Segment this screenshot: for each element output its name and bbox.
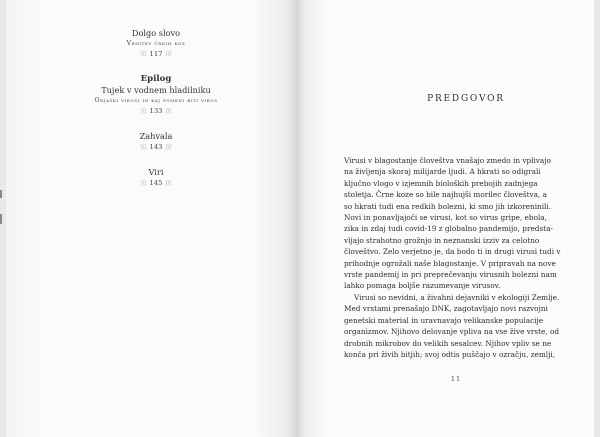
toc-subtitle: Orjaški virusi in kaj pomeni biti virus [94, 97, 218, 104]
toc-entry [76, 85, 236, 117]
text-line: ključno vlogo v izjemnih bioloških prebojih zadnjega [344, 178, 538, 188]
text-line: konča pri živih bitjih; svoj odtis puščajo v ozračju, zemlji, [344, 349, 556, 359]
toc-ornament: /// [165, 180, 172, 187]
toc-entry [76, 74, 236, 85]
toc-page-line [76, 49, 236, 60]
toc-ornament: \\\ [140, 144, 147, 151]
text-line: lahko pomaga boljše razumevanje virusov. [344, 281, 501, 291]
toc-subtitle: Vrnitev črnih koz [126, 40, 186, 47]
page-edge-mark [0, 214, 2, 224]
toc-title: Zahvala [139, 131, 173, 141]
toc-ornament: /// [165, 51, 172, 58]
left-page [6, 0, 296, 437]
toc-ornament: \\\ [140, 180, 147, 187]
text-line: stoletja. Črne koze so bile najhujši morilec človeštva, a [344, 190, 548, 200]
text-line: Virusi v blagostanje človeštva vnašajo zmedo in vplivajo [344, 156, 551, 165]
body-text [344, 155, 576, 360]
toc-page-number: 133 [149, 107, 163, 115]
text-line: Virusi so nevidni, a živahni dejavniki v ekologiji Zemlje. [354, 292, 560, 302]
toc-page-number: 117 [149, 50, 163, 58]
text-line: organizmov. Njihovo delovanje vpliva na vse žive vrste, od [344, 327, 560, 337]
text-line: vljajo strahotno grožnjo in neznanski izziv za celotno [344, 235, 540, 245]
toc-entry [76, 167, 236, 189]
text-line: na življenja skoraj milijarde ljudi. A hkrati so odigrali [344, 167, 541, 177]
toc-ornament: \\\ [140, 108, 147, 115]
chapter-heading: PREDGOVOR [427, 94, 505, 104]
text-line: genetski material in uravnavajo velikanske populacije [344, 315, 544, 325]
toc-page-line [76, 178, 236, 189]
toc-title: Viri [148, 167, 164, 177]
toc-page-number: 145 [149, 179, 163, 187]
toc-ornament: \\\ [140, 51, 147, 58]
toc-page-line [76, 142, 236, 153]
toc-ornament: /// [165, 144, 172, 151]
page-number: 11 [450, 375, 462, 383]
toc-entry [76, 28, 236, 60]
text-line: drobnih mikrobov do velikih sesalcev. Njihov vpliv se ne [344, 338, 552, 348]
toc-title: Dolgo slovo [131, 28, 181, 38]
toc-title: Epilog [140, 74, 172, 84]
toc-page-number: 143 [149, 143, 163, 151]
toc-entry [76, 131, 236, 153]
text-line: vrste pandemij in pri preprečevanju virusnih bolezni nam [344, 270, 557, 280]
table-of-contents [76, 28, 236, 203]
text-line: zika in zdaj tudi covid-19 z globalno pandemijo, predsta- [344, 224, 553, 234]
text-line: človeštvo. Zelo verjetno je, da bodo ti in drugi virusi tudi v [344, 247, 561, 257]
page-edge-mark [0, 190, 2, 198]
text-line: prihodnje ogrožali naše blagostanje. V pripravah na nove [344, 258, 556, 268]
book-spread [6, 0, 594, 437]
text-line: so hkrati tudi ena redkih bolezni, ki smo jih izkoreninili. [344, 201, 552, 211]
text-line: Med vrstami prenašajo DNK, zagotavljajo novi razvojni [344, 304, 548, 314]
toc-ornament: /// [165, 108, 172, 115]
toc-title: Tujek v vodnem hladilniku [101, 85, 211, 95]
text-line: Novi in ponavljajoči se virusi, kot so virus gripe, ebola, [344, 213, 547, 223]
toc-page-line [76, 106, 236, 117]
